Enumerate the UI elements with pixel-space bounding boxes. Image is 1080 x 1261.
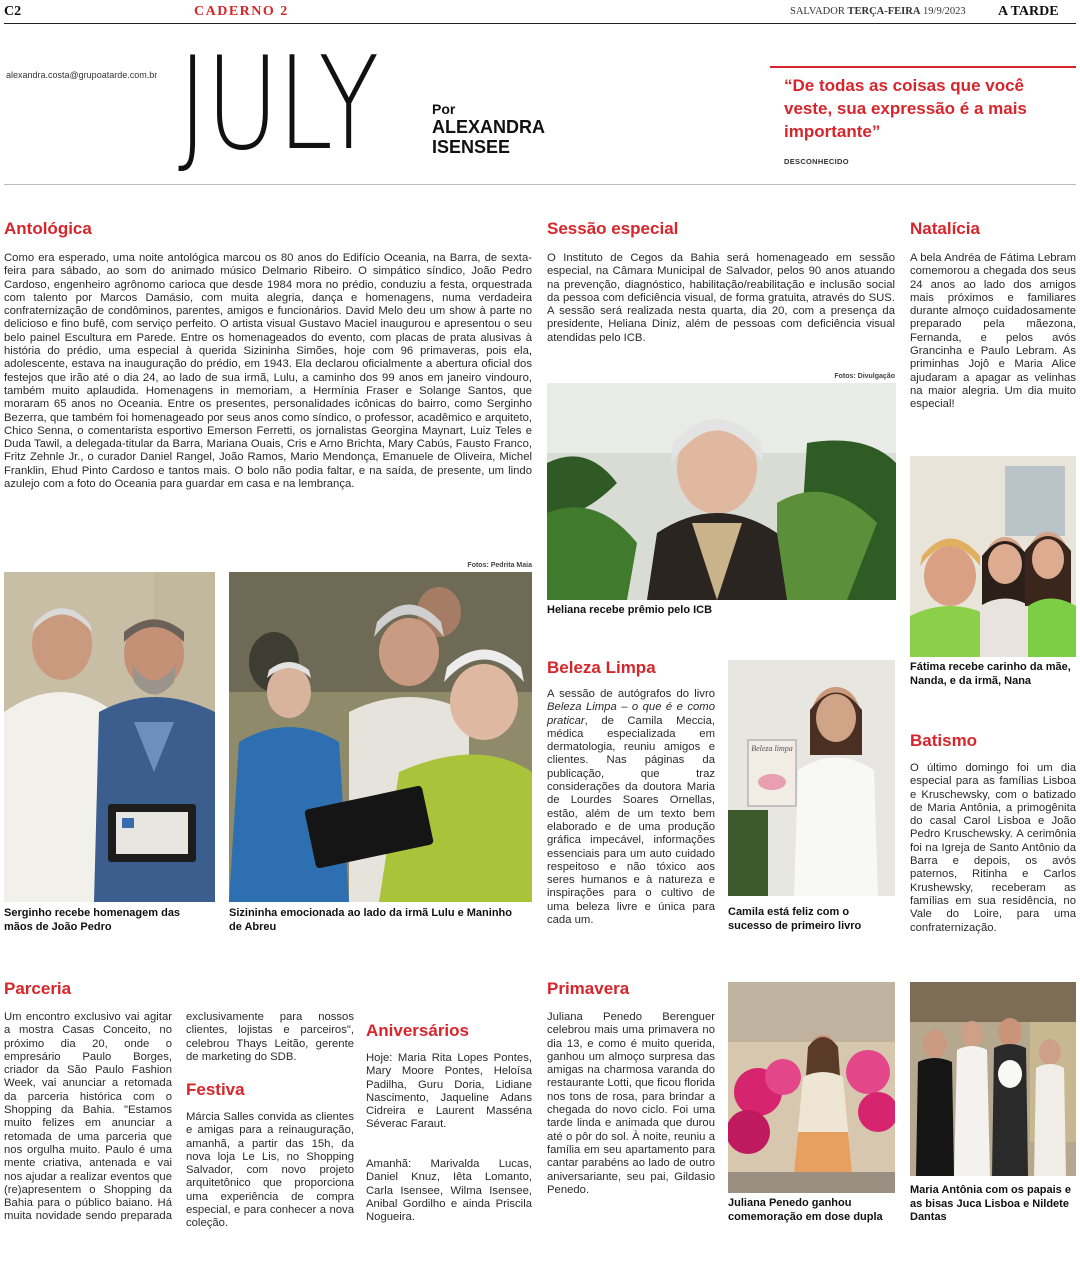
section-name: CADERNO 2 — [194, 4, 289, 19]
aniversarios-title: Aniversários — [366, 1021, 469, 1040]
parceria-title: Parceria — [4, 979, 72, 998]
sessao-title: Sessão especial — [547, 219, 679, 238]
page-number: C2 — [4, 4, 22, 19]
sessao-text: O Instituto de Cegos da Bahia será homenageado em sessão especial, na Câmara Municipal de Salvador, pelos 90 anos atuando na prevenção, diagnóstico, habilitação/reabilitação e inclusão social da pessoa com deficiência visual, de forma gratuita, através do SUS. A sessão será realizada nesta quarta, dia 20, com a presença da presidente, Heliana Diniz, além de pessoas com deficiência visual atendidas pelo ICB. — [547, 252, 895, 344]
festiva-text-content: Márcia Salles convida as clientes e amigas para a reinauguração, amanhã, a partir das 15h, da nova loja Le Lis, no Shopping Salvador, com novo projeto arquitetônico que proporciona uma experiência de compra especial, e para conhecer a nova coleção. — [186, 1111, 354, 1230]
parceria-text-content: Um encontro exclusivo vai agitar a mostra Casas Conceito, no próximo dia 20, onde o empresário Paulo Borges, criador da São Paulo Fashion Week, vai anunciar a retomada da parceria histórica com o Shopping da Bahia. "Estamos muito felizes em anunciar a retomada de uma parceria que nos orgulha muito. Paulo é uma mente criativa, antenada e vai nos ajudar a realizar eventos que (re)apresentem o Shopping da Bahia para o público baiano. Há muita novidade sendo preparada exclusivamente para nossos clientes, lojistas e parceiros", celebrou Thays Leitão, gerente de marketing do SDB. — [4, 1011, 354, 1223]
photo-heliana-illustration — [547, 383, 896, 600]
aniversarios-today: Hoje: Maria Rita Lopes Pontes, Mary Moore Pontes, Heloísa Padilha, Guru Doria, Lidiane Nascimento, Jaqueline Adans Cidreira e Laurent Masséna Séverac Faraut. — [366, 1052, 532, 1131]
photo-fatima — [910, 456, 1076, 657]
photo-fatima-illustration — [910, 456, 1076, 657]
quote-rule — [770, 66, 1076, 68]
sessao-photo-credit: Fotos: Divulgação — [834, 373, 895, 380]
byline-prefix: Por — [432, 101, 456, 117]
book-cover-title: Beleza limpa — [751, 744, 793, 753]
photo-serginho-illustration — [4, 572, 215, 902]
caption-maria-antonia: Maria Antônia com os papais e as bisas Juca Lisboa e Nildete Dantas — [910, 1184, 1071, 1223]
photo-camila-illustration — [728, 660, 895, 896]
caption-fatima: Fátima recebe carinho da mãe, Nanda, e da irmã, Nana — [910, 661, 1071, 687]
beleza-title: Beleza Limpa — [547, 658, 656, 677]
photo-maria-antonia-illustration — [910, 982, 1076, 1176]
author-name-line2: ISENSEE — [432, 137, 511, 157]
natalicia-text: A bela Andréa de Fátima Lebram comemorou a chegada dos seus 24 anos ao lado dos amigos mais próximos e familiares durante almoço cuidadosamente preparado pela mãezona, Fernanda, e pelos avós Grancinha e Paulo Lebram. As priminhas Jojô e Maria Alice ajudaram a apagar as velinhas na maior alegria. Um dia muito especial! — [910, 252, 1076, 411]
brand-logo: A TARDE — [998, 4, 1059, 19]
beleza-text-intro: A sessão de autógrafos do livro — [547, 688, 715, 700]
caption-heliana: Heliana recebe prêmio pelo ICB — [547, 604, 713, 616]
caption-sizininha: Sizininha emocionada ao lado da irmã Lulu e Maninho de Abreu — [229, 907, 512, 933]
photo-camila — [728, 660, 895, 896]
author-name-line1: ALEXANDRA — [432, 117, 546, 137]
column-name: JULY — [178, 30, 378, 179]
photo-juliana-illustration — [728, 982, 895, 1193]
header-date: 19/9/2023 — [923, 6, 966, 17]
photo-sizininha-illustration — [229, 572, 532, 902]
beleza-text-rest: , de Camila Meccia, médica especializada em dermatologia, reuniu amigos e clientes. Nas páginas da publicação, que traz considerações da doutora Maria de Lourdes Soares Ornellas, estão, além de um texto bem elaborado e de uma produção gráfica impecável, informações essenciais para um auto cuidado respeitoso e não tóxico aos seres humanos e à natureza e inspirações para o cultivo de uma beleza livre e única para cada um. — [547, 714, 715, 927]
photo-sizininha — [229, 572, 532, 902]
batismo-title: Batismo — [910, 731, 978, 750]
festiva-title: Festiva — [186, 1080, 245, 1099]
primavera-title: Primavera — [547, 979, 630, 998]
antologica-text: Como era esperado, uma noite antológica marcou os 80 anos do Edifício Oceania, na Barra, de sexta-feira para sábado, ao som do animado músico Delmario Ribeiro. O simpático síndico, João Pedro Cardoso, engenheiro agrônomo carioca que desde 1984 mora no prédio, conduziu a festa, orquestrada com talento por Marcos Damásio, com muita alegria, dança e homenagens, numa verdadeira confraternização de condôminos, parentes, amigos e funcionários. David Melo deu um show à parte no delicioso e fino bufê, com serviço perfeito. O artista visual Gustavo Maciel inaugurou e apresentou o seu belo painel Escultura em Parede. Entre os homenageados do evento, com placas de prata alusivas à história do prédio, uma especial à querida Sizininha Simões, hoje com 96 primaveras, pois ela, adolescente, estava na inauguração do prédio, em 1943. Ela declarou oficialmente a abertura oficial dos festejos que irão até o dia 24, ao lado de sua irmã, Lulu, a caminho dos 99 anos em janeiro vindouro, também muito aplaudida. Homenagens in memoriam, a Hermínia Fraser e Solange Santos, que moraram 65 anos no Oceania. Entre os presentes, personalidades icônicas do bairro, como Serginho Bezerra, que também foi homenageado por seus anos como síndico, o professor, acadêmico e arquiteto, Chico Senna, o comentarista esportivo Emerson Ferretti, os jornalistas Georgina Maynart, Luiz Teles e Duda Tawil, a delegada-titular da Barra, Mariana Ouais, Cris e Arno Brichta, Mary Cabús, Fausto Franco, Fritz Zehnle Jr., o curador Daniel Rangel, João Ramos, Mario Mendonça, Emanuele de Oliveira, Michel Franklin, Ehud Pinto Cardoso e tantos mais. O bolo não podia faltar, e na saída, de presente, um lindo azulejo com a foto do Oceania para guardar em casa e na lembrança. — [4, 252, 532, 491]
quote-author: DESCONHECIDO — [784, 157, 849, 166]
photo-juliana — [728, 982, 895, 1193]
byline — [432, 101, 545, 157]
primavera-text: Juliana Penedo Berenguer celebrou mais uma primavera no dia 13, e como é muito querida, ganhou um almoço surpresa das amigas na charmosa varanda do restaurante Lotti, que ficou florida nos tons de rosa, para brindar a chegada do novo ciclo. Foi uma tarde linda e animada que durou até o pôr do sol. À noite, reuniu a família em seu apartamento para cantar parabéns ao lado de outro aniversariante, seu pai, Gildasio Penedo. — [547, 1011, 715, 1196]
beleza-text — [547, 688, 715, 927]
header-dateline — [790, 6, 966, 17]
batismo-text: O último domingo foi um dia especial para as famílias Lisboa e Kruschewsky, com o batizado de Maria Antônia, a primogênita do casal Carol Lisboa e João Pedro Kruschewsky. A cerimônia foi na Igreja de Santo Antônio da Barra e depois, os avós paternos, Ritinha e Carlos Krushewsky, receberam as famílias em sua residência, no Vale do Loire, para uma confraternização. — [910, 762, 1076, 934]
photo-heliana — [547, 383, 896, 600]
header-rule — [4, 23, 1076, 24]
aniversarios-tomorrow: Amanhã: Marivalda Lucas, Daniel Knuz, Iêta Lomanto, Carla Isensee, Wilma Isensee, Anibal Gordilho e ainda Priscila Nogueira. — [366, 1158, 532, 1224]
masthead-rule — [4, 184, 1076, 185]
caption-camila: Camila está feliz com o sucesso de primeiro livro — [728, 906, 862, 932]
header-city: SALVADOR — [790, 6, 845, 17]
beleza-book-title: Beleza Limpa – o que é e como praticar — [547, 701, 715, 727]
antologica-photo-credit: Fotos: Pedrita Maia — [467, 562, 532, 569]
natalicia-title: Natalícia — [910, 219, 980, 238]
featured-quote: “De todas as coisas que você veste, sua expressão é a mais importante” — [784, 76, 1027, 141]
caption-serginho: Serginho recebe homenagem das mãos de João Pedro — [4, 907, 181, 933]
photo-serginho-homenagem — [4, 572, 215, 902]
photo-maria-antonia — [910, 982, 1076, 1176]
caption-juliana: Juliana Penedo ganhou comemoração em dose dupla — [728, 1197, 883, 1223]
antologica-title: Antológica — [4, 219, 92, 238]
author-email: alexandra.costa@grupoatarde.com.br — [6, 70, 158, 80]
header-weekday: TERÇA-FEIRA — [847, 6, 921, 17]
